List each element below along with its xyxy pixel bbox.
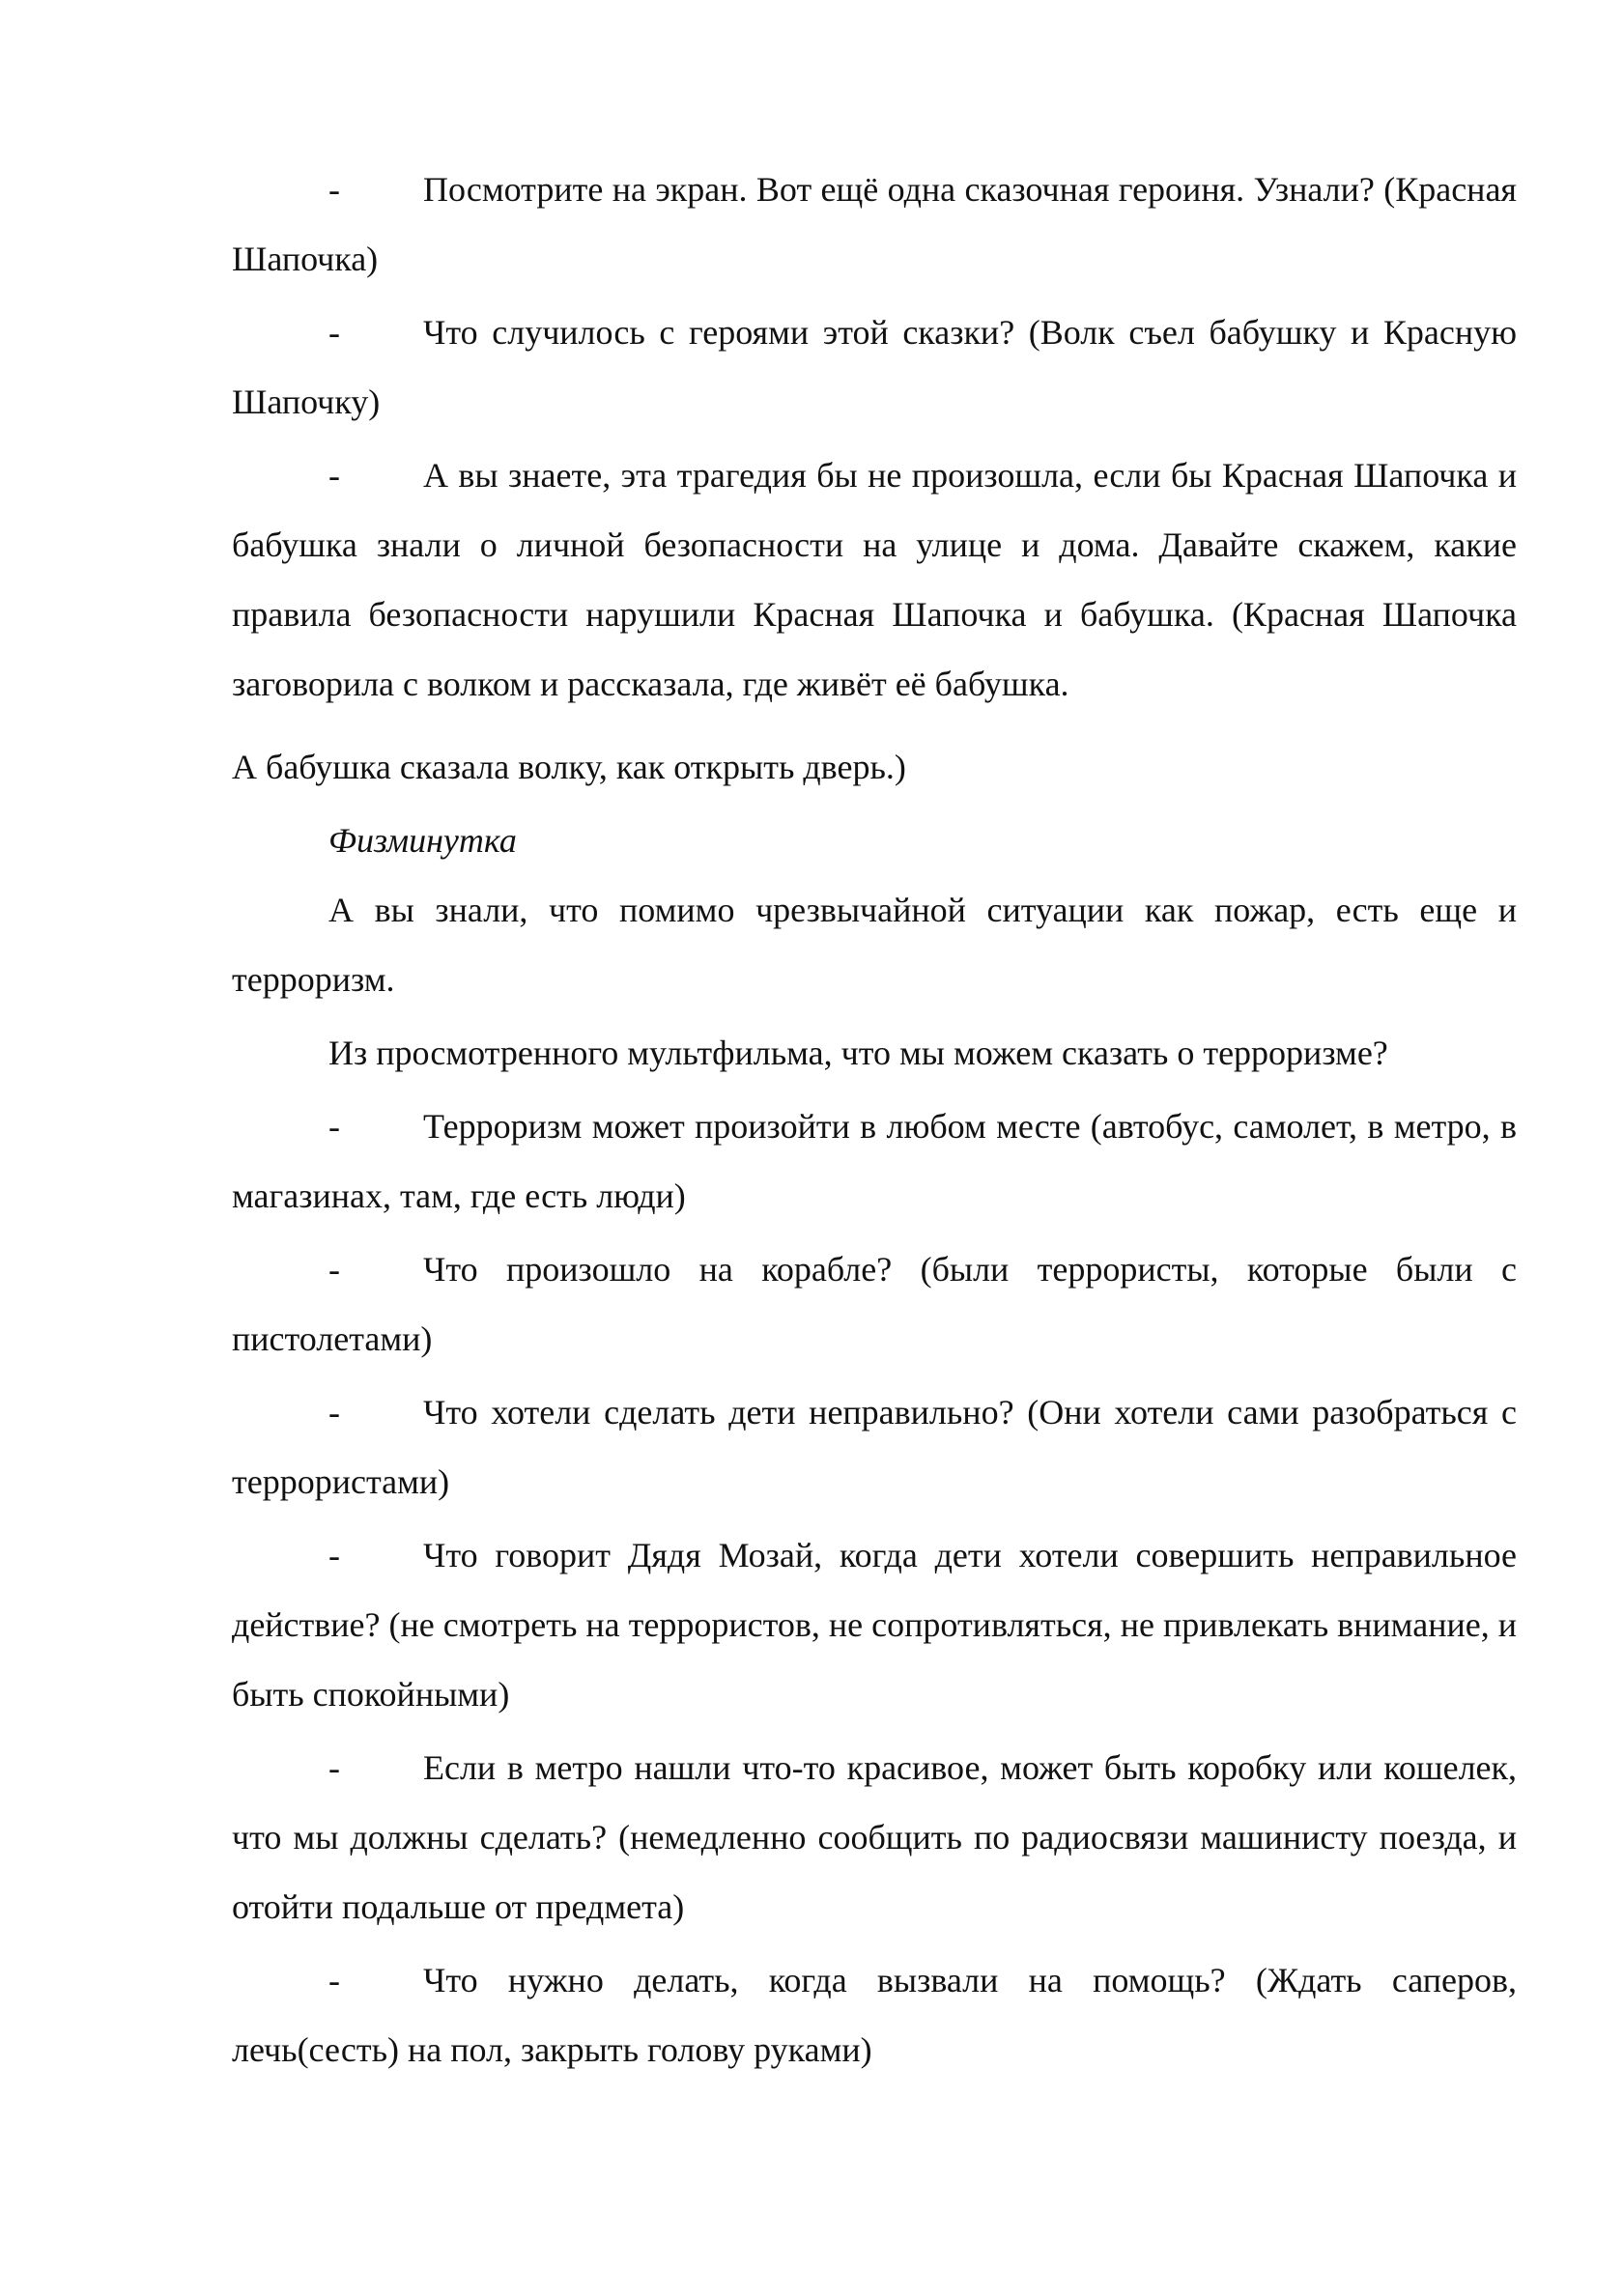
list-item <box>232 155 1517 294</box>
list-dash: - <box>328 1393 340 1431</box>
list-item-text: Посмотрите на экран. Вот ещё одна сказочная героиня. Узнали? (Красная Шапочка) <box>232 170 1517 278</box>
list-dash: - <box>328 1250 340 1289</box>
list-dash: - <box>328 1536 340 1574</box>
list-item-text: Что хотели сделать дети неправильно? (Они хотели сами разобраться с террористами) <box>232 1393 1517 1501</box>
section-title: Физминутка <box>328 821 517 860</box>
list-item <box>232 440 1517 719</box>
continuation-text: А бабушка сказала волку, как открыть дверь.) <box>232 748 906 786</box>
list-item-text: Что случилось с героями этой сказки? (Волк съел бабушку и Красную Шапочку) <box>232 313 1517 421</box>
document-page <box>232 155 1517 2088</box>
list-item-text: Что произошло на корабле? (были террористы, которые были с пистолетами) <box>232 1250 1517 1358</box>
list-dash: - <box>328 170 340 209</box>
list-dash: - <box>328 1107 340 1146</box>
list-dash: - <box>328 1748 340 1787</box>
list-dash: - <box>328 313 340 352</box>
list-item-text: Терроризм может произойти в любом месте (автобус, самолет, в метро, в магазинах, там, где есть люди) <box>232 1107 1517 1215</box>
list-item-text: Что говорит Дядя Мозай, когда дети хотели совершить неправильное действие? (не смотреть на террористов, не сопротивляться, не привлекать внимание, и быть спокойными) <box>232 1536 1517 1714</box>
list-item <box>232 1733 1517 1942</box>
list-item-text: Что нужно делать, когда вызвали на помощь? (Ждать саперов, лечь(сесть) на пол, закрыть голову руками) <box>232 1961 1517 2069</box>
list-item <box>232 1091 1517 1231</box>
paragraph: Из просмотренного мультфильма, что мы можем сказать о терроризме? <box>328 1034 1388 1072</box>
list-item <box>232 1377 1517 1516</box>
list-item <box>232 298 1517 437</box>
list-item <box>232 1945 1517 2084</box>
list-item-text: А вы знаете, эта трагедия бы не произошла, если бы Красная Шапочка и бабушка знали о личной безопасности на улице и дома. Давайте скажем, какие правила безопасности нарушили Красная Шапочка и бабушка. (Красная Шапочка заговорила с волком и рассказала, где живёт её бабушка. <box>232 456 1517 703</box>
list-item-text: Если в метро нашли что-то красивое, может быть коробку или кошелек, что мы должны сделать? (немедленно сообщить по радиосвязи машинисту поезда, и отойти подальше от предмета) <box>232 1748 1517 1926</box>
list-item <box>232 1520 1517 1729</box>
paragraph: А вы знали, что помимо чрезвычайной ситуации как пожар, есть еще и терроризм. <box>232 891 1517 999</box>
list-dash: - <box>328 456 340 495</box>
list-item <box>232 1234 1517 1374</box>
list-dash: - <box>328 1961 340 1999</box>
